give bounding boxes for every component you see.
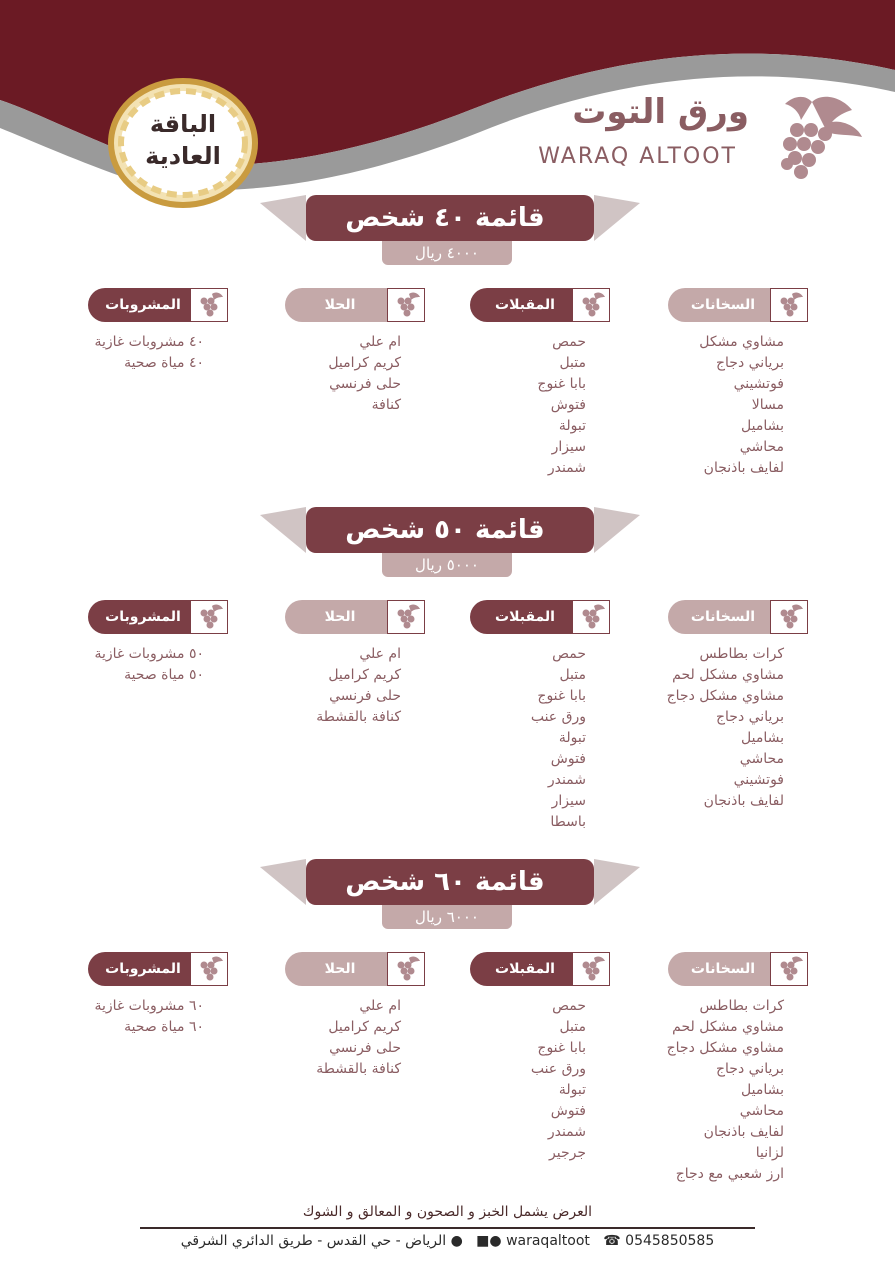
item-list <box>285 644 425 728</box>
social-handle[interactable]: waraqaltoot <box>506 1233 590 1249</box>
package-badge <box>108 78 258 208</box>
column-header <box>88 600 228 634</box>
badge-text <box>108 108 258 172</box>
footer-note: العرض يشمل الخبز و الصحون و المعالق و الشوك <box>302 1204 593 1220</box>
menu-item: كنافة <box>371 397 401 413</box>
menu-item: فتوش <box>550 397 586 413</box>
column-header-label: المشروبات <box>105 961 181 977</box>
menu-item: ام علي <box>359 646 401 662</box>
menu-item: لزانيا <box>755 1145 784 1161</box>
menu-item: ورق عنب <box>530 1061 586 1077</box>
menu-column <box>285 600 425 728</box>
grape-icon <box>387 600 425 634</box>
social-icons: ■● <box>476 1233 502 1249</box>
menu-item: محاشي <box>739 751 784 767</box>
column-header <box>470 600 610 634</box>
badge-line-2: العادية <box>145 142 221 170</box>
grape-icon <box>770 600 808 634</box>
menu-item: متبل <box>559 1019 586 1035</box>
item-list <box>285 332 425 416</box>
menu-item: ام علي <box>359 334 401 350</box>
menu-item: فوتشيني <box>733 772 784 788</box>
menu-item: كنافة بالقشطة <box>316 1061 401 1077</box>
section-title: قائمة ٥٠ شخص <box>345 515 545 545</box>
menu-item: ٥٠ مشروبات غازية <box>94 646 204 662</box>
menu-item: حمص <box>552 998 586 1014</box>
grape-leaf-icon <box>757 92 867 192</box>
menu-item: بشاميل <box>741 418 784 434</box>
menu-item: ٦٠ مياة صحية <box>124 1019 204 1035</box>
section-price: ٦٠٠٠ ريال <box>382 905 512 929</box>
grape-icon <box>770 288 808 322</box>
menu-item: كريم كراميل <box>328 667 401 683</box>
menu-item: بابا غنوج <box>537 1040 586 1056</box>
location-pin-icon: ● <box>450 1233 463 1249</box>
column-header-label: المقبلات <box>495 297 555 313</box>
menu-column <box>470 600 610 833</box>
column-header <box>470 288 610 322</box>
menu-item: لفايف باذنجان <box>703 460 784 476</box>
menu-item: برياني دجاج <box>716 709 784 725</box>
menu-item: شمندر <box>547 1124 586 1140</box>
column-header-label: المشروبات <box>105 609 181 625</box>
menu-item: حلى فرنسي <box>329 688 401 704</box>
menu-item: مشاوي مشكل <box>699 334 784 350</box>
menu-item: حمص <box>552 646 586 662</box>
column-header-label: المقبلات <box>495 961 555 977</box>
footer-divider <box>140 1227 755 1229</box>
section-price: ٤٠٠٠ ريال <box>382 241 512 265</box>
address-text: الرياض - حي القدس - طريق الدائري الشرقي <box>180 1233 447 1249</box>
column-header-label: السخانات <box>690 609 756 625</box>
menu-item: سيزار <box>551 793 586 809</box>
menu-item: حلى فرنسي <box>329 1040 401 1056</box>
menu-item: جرجير <box>549 1145 586 1161</box>
menu-item: ٦٠ مشروبات غازية <box>94 998 204 1014</box>
menu-item: كريم كراميل <box>328 1019 401 1035</box>
menu-column <box>668 288 808 479</box>
menu-item: تبولة <box>558 418 586 434</box>
menu-item: ارز شعبي مع دجاج <box>675 1166 784 1182</box>
menu-item: فوتشيني <box>733 376 784 392</box>
menu-item: حلى فرنسي <box>329 376 401 392</box>
menu-column <box>285 952 425 1080</box>
grape-icon <box>572 600 610 634</box>
menu-item: مسالا <box>751 397 784 413</box>
phone-icon: ☎ <box>603 1233 621 1249</box>
column-header <box>470 952 610 986</box>
menu-item: ورق عنب <box>530 709 586 725</box>
menu-item: محاشي <box>739 439 784 455</box>
item-list <box>668 996 808 1185</box>
grape-icon <box>190 288 228 322</box>
menu-item: كنافة بالقشطة <box>316 709 401 725</box>
item-list <box>668 644 808 812</box>
column-header-label: المقبلات <box>495 609 555 625</box>
menu-column <box>668 600 808 812</box>
menu-item: كرات بطاطس <box>699 998 784 1014</box>
column-header-label: المشروبات <box>105 297 181 313</box>
menu-item: ٤٠ مياة صحية <box>124 355 204 371</box>
menu-item: فتوش <box>550 751 586 767</box>
column-header <box>285 600 425 634</box>
column-header-label: الحلا <box>324 609 356 625</box>
menu-item: شمندر <box>547 460 586 476</box>
menu-item: لفايف باذنجان <box>703 1124 784 1140</box>
item-list <box>668 332 808 479</box>
brand-name-arabic: ورق التوت <box>572 92 749 132</box>
menu-item: متبل <box>559 667 586 683</box>
column-header-label: الحلا <box>324 961 356 977</box>
phone-number[interactable]: 0545850585 <box>625 1233 715 1249</box>
menu-column <box>470 288 610 479</box>
brand-logo <box>538 92 867 192</box>
item-list <box>88 644 228 686</box>
column-header <box>285 288 425 322</box>
section-title: قائمة ٦٠ شخص <box>345 867 545 897</box>
menu-item: تبولة <box>558 1082 586 1098</box>
menu-item: حمص <box>552 334 586 350</box>
footer-contact <box>0 1233 895 1249</box>
item-list <box>470 644 610 833</box>
grape-icon <box>190 600 228 634</box>
column-header <box>668 952 808 986</box>
section-title: قائمة ٤٠ شخص <box>345 203 545 233</box>
menu-column <box>285 288 425 416</box>
menu-item: بابا غنوج <box>537 688 586 704</box>
item-list <box>470 996 610 1164</box>
menu-item: ٥٠ مياة صحية <box>124 667 204 683</box>
menu-item: مشاوي مشكل دجاج <box>666 1040 784 1056</box>
column-header-label: السخانات <box>690 297 756 313</box>
grape-icon <box>190 952 228 986</box>
item-list <box>88 332 228 374</box>
menu-column <box>668 952 808 1185</box>
item-list <box>88 996 228 1038</box>
column-header <box>285 952 425 986</box>
menu-item: برياني دجاج <box>716 1061 784 1077</box>
menu-column <box>88 952 228 1038</box>
menu-item: كرات بطاطس <box>699 646 784 662</box>
menu-item: مشاوي مشكل لحم <box>672 1019 784 1035</box>
brand-name-english: WARAQ ALTOOT <box>538 144 737 169</box>
grape-icon <box>387 952 425 986</box>
menu-item: شمندر <box>547 772 586 788</box>
column-header-label: السخانات <box>690 961 756 977</box>
menu-column <box>88 288 228 374</box>
menu-item: مشاوي مشكل لحم <box>672 667 784 683</box>
menu-item: بابا غنوج <box>537 376 586 392</box>
column-header <box>668 600 808 634</box>
menu-item: سيزار <box>551 439 586 455</box>
menu-item: محاشي <box>739 1103 784 1119</box>
item-list <box>285 996 425 1080</box>
section-price: ٥٠٠٠ ريال <box>382 553 512 577</box>
menu-item: برياني دجاج <box>716 355 784 371</box>
menu-item: فتوش <box>550 1103 586 1119</box>
column-header <box>668 288 808 322</box>
column-header <box>88 952 228 986</box>
menu-item: بشاميل <box>741 730 784 746</box>
grape-icon <box>572 952 610 986</box>
column-header-label: الحلا <box>324 297 356 313</box>
item-list <box>470 332 610 479</box>
grape-icon <box>770 952 808 986</box>
menu-column <box>470 952 610 1164</box>
menu-item: متبل <box>559 355 586 371</box>
menu-item: مشاوي مشكل دجاج <box>666 688 784 704</box>
menu-item: كريم كراميل <box>328 355 401 371</box>
menu-column <box>88 600 228 686</box>
grape-icon <box>387 288 425 322</box>
badge-line-1: الباقة <box>149 110 217 138</box>
column-header <box>88 288 228 322</box>
menu-item: بشاميل <box>741 1082 784 1098</box>
menu-item: تبولة <box>558 730 586 746</box>
grape-icon <box>572 288 610 322</box>
menu-item: باسطا <box>550 814 586 830</box>
menu-item: ٤٠ مشروبات غازية <box>94 334 204 350</box>
menu-item: ام علي <box>359 998 401 1014</box>
menu-item: لفايف باذنجان <box>703 793 784 809</box>
